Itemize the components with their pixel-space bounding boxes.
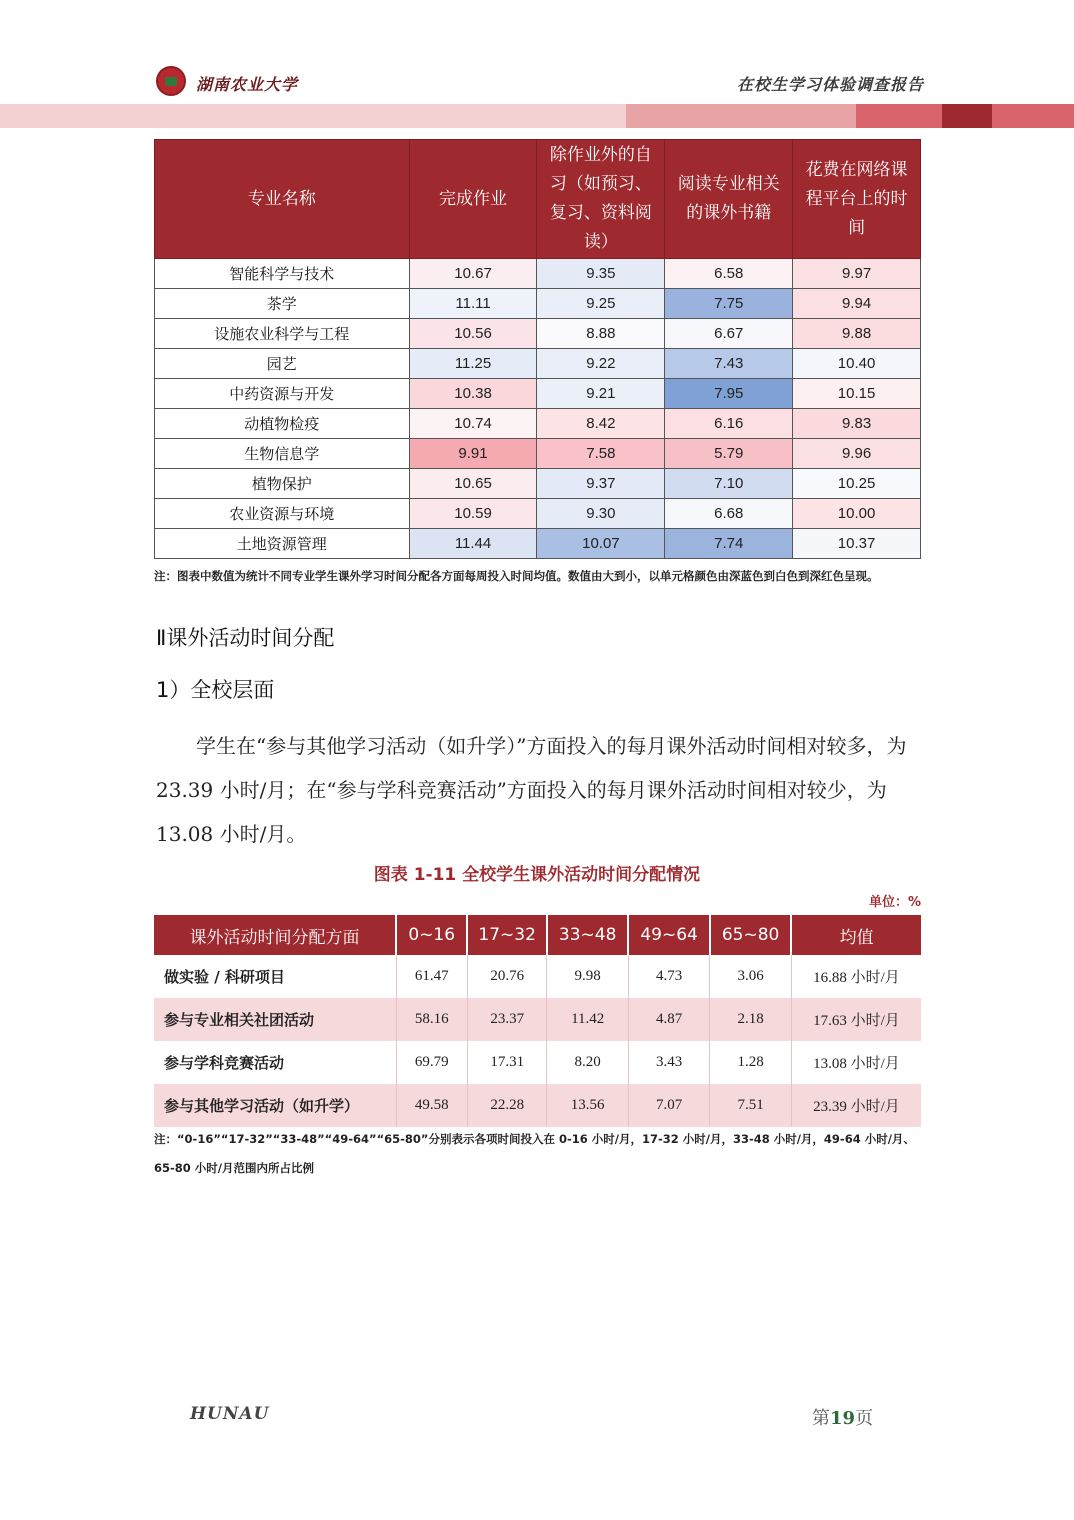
page-number (812, 1404, 873, 1430)
value-cell: 8.20 (547, 1041, 628, 1084)
value-cell: 10.38 (409, 379, 537, 409)
value-cell: 10.25 (793, 469, 921, 499)
university-logo-icon (156, 66, 186, 96)
major-name-cell: 生物信息学 (155, 439, 410, 469)
value-cell: 2.18 (710, 998, 791, 1041)
value-cell: 13.56 (547, 1084, 628, 1127)
page-prefix: 第 (812, 1408, 830, 1429)
value-cell: 9.94 (793, 289, 921, 319)
page-header (0, 0, 1074, 130)
value-cell: 16.88 小时/月 (813, 970, 900, 986)
major-name-cell: 园艺 (155, 349, 410, 379)
activity-name-cell: 参与其他学习活动（如升学） (154, 1084, 396, 1127)
value-cell: 8.88 (537, 319, 665, 349)
value-cell: 10.67 (409, 259, 537, 289)
section-title: Ⅱ课外活动时间分配 (156, 626, 335, 650)
column-header: 花费在网络课程平台上的时间 (793, 140, 921, 259)
value-cell: 17.63 小时/月 (791, 998, 921, 1041)
value-cell: 7.51 (710, 1084, 791, 1127)
value-cell: 7.58 (537, 439, 665, 469)
table-row (155, 469, 921, 499)
value-cell: 11.42 (547, 998, 628, 1041)
table-body (155, 259, 921, 559)
value-cell: 13.08 小时/月 (813, 1056, 900, 1072)
table-row (155, 529, 921, 559)
value-cell: 9.35 (537, 259, 665, 289)
value-cell: 11.11 (409, 289, 537, 319)
value-cell: 10.07 (537, 529, 665, 559)
column-header: 除作业外的自习（如预习、复习、资料阅读） (537, 140, 665, 259)
value-cell: 23.39 小时/月 (791, 1084, 921, 1127)
value-cell: 4.73 (628, 955, 709, 998)
major-name-cell: 设施农业科学与工程 (155, 319, 410, 349)
value-cell: 11.44 (409, 529, 537, 559)
table-unit: 单位：% (868, 895, 921, 910)
table-row (155, 259, 921, 289)
value-cell: 9.22 (537, 349, 665, 379)
value-cell: 6.68 (665, 499, 793, 529)
value-cell: 9.83 (793, 409, 921, 439)
table-row (154, 955, 921, 998)
value-cell: 61.47 (396, 955, 467, 998)
value-cell: 7.95 (665, 379, 793, 409)
value-cell: 11.25 (409, 349, 537, 379)
value-cell: 9.88 (793, 319, 921, 349)
value-cell: 10.74 (409, 409, 537, 439)
value-cell: 10.59 (409, 499, 537, 529)
value-cell: 6.58 (665, 259, 793, 289)
value-cell: 10.56 (409, 319, 537, 349)
header-band (626, 104, 856, 128)
value-cell: 8.42 (537, 409, 665, 439)
major-name-cell: 茶学 (155, 289, 410, 319)
value-cell: 5.79 (665, 439, 793, 469)
value-cell: 23.37 (467, 998, 547, 1041)
body-paragraph (156, 724, 922, 856)
value-cell: 22.28 (467, 1084, 547, 1127)
column-header: 专业名称 (155, 140, 410, 259)
table-row (154, 1084, 921, 1127)
value-cell: 9.21 (537, 379, 665, 409)
page-suffix: 页 (855, 1408, 874, 1429)
header-band (992, 104, 1074, 128)
major-name-cell: 智能科学与技术 (155, 259, 410, 289)
value-cell: 7.75 (665, 289, 793, 319)
value-cell: 9.30 (537, 499, 665, 529)
value-cell: 10.15 (793, 379, 921, 409)
major-study-time-table (154, 139, 921, 559)
table-header-row (154, 915, 921, 955)
value-cell: 10.37 (793, 529, 921, 559)
value-cell: 7.43 (665, 349, 793, 379)
table-header-row (155, 140, 921, 259)
header-band (856, 104, 942, 128)
value-cell: 17.31 (467, 1041, 547, 1084)
value-cell: 20.76 (467, 955, 547, 998)
paragraph-text: 学生在“参与其他学习活动（如升学）”方面投入的每月课外活动时间相对较多，为 23.39 小时/月；在“参与学科竞赛活动”方面投入的每月课外活动时间相对较少，为 13.08 小时/月。 (156, 734, 907, 846)
major-name-cell: 土地资源管理 (155, 529, 410, 559)
activity-name-cell: 参与学科竞赛活动 (154, 1041, 396, 1084)
table-note: 注：图表中数值为统计不同专业学生课外学习时间分配各方面每周投入时间均值。数值由大到小，以单元格颜色由深蓝色到白色到深红色呈现。 (154, 569, 879, 583)
value-cell: 7.74 (665, 529, 793, 559)
table-caption: 图表 1-11 全校学生课外活动时间分配情况 (373, 865, 701, 885)
table-row (154, 998, 921, 1041)
value-cell: 9.98 (547, 955, 628, 998)
column-header: 均值 (791, 915, 921, 955)
value-cell: 49.58 (396, 1084, 467, 1127)
major-name-cell: 农业资源与环境 (155, 499, 410, 529)
subsection-title: 1）全校层面 (156, 678, 275, 702)
header-band (0, 104, 626, 128)
column-header: 49~64 (628, 915, 709, 955)
value-cell: 7.10 (665, 469, 793, 499)
column-header: 65~80 (710, 915, 791, 955)
value-cell: 69.79 (396, 1041, 467, 1084)
table-row (155, 289, 921, 319)
value-cell: 10.00 (793, 499, 921, 529)
major-name-cell: 植物保护 (155, 469, 410, 499)
table-row (155, 499, 921, 529)
report-title: 在校生学习体验调查报告 (736, 75, 924, 94)
major-name-cell: 动植物检疫 (155, 409, 410, 439)
column-header: 17~32 (467, 915, 547, 955)
value-cell: 4.87 (628, 998, 709, 1041)
page-number-value: 19 (830, 1408, 856, 1429)
value-cell: 9.25 (537, 289, 665, 319)
table-row (155, 349, 921, 379)
column-header: 完成作业 (409, 140, 537, 259)
value-cell: 9.97 (793, 259, 921, 289)
table-row (155, 409, 921, 439)
value-cell: 9.96 (793, 439, 921, 469)
value-cell: 6.16 (665, 409, 793, 439)
value-cell: 7.07 (628, 1084, 709, 1127)
value-cell: 3.43 (628, 1041, 709, 1084)
footer-brand: HUNAU (190, 1404, 270, 1424)
value-cell: 10.40 (793, 349, 921, 379)
university-name: 湖南农业大学 (196, 75, 299, 94)
table-note: 注：“0-16”“17-32”“33-48”“49-64”“65-80”分别表示各项时间投入在 0-16 小时/月，17-32 小时/月，33-48 小时/月，49-64 小时/月、65-80 小时/月范围内所占比例 (154, 1132, 915, 1175)
value-cell: 9.91 (409, 439, 537, 469)
header-band (942, 104, 992, 128)
activity-time-table (154, 915, 921, 1127)
column-header: 阅读专业相关的课外书籍 (665, 140, 793, 259)
column-header: 33~48 (547, 915, 628, 955)
column-header: 0~16 (396, 915, 467, 955)
value-cell: 6.67 (665, 319, 793, 349)
table-row (155, 439, 921, 469)
value-cell: 3.06 (710, 955, 791, 998)
value-cell: 9.37 (537, 469, 665, 499)
major-name-cell: 中药资源与开发 (155, 379, 410, 409)
column-header: 课外活动时间分配方面 (154, 915, 396, 955)
activity-name-cell: 做实验 / 科研项目 (154, 955, 396, 998)
value-cell: 10.65 (409, 469, 537, 499)
value-cell: 1.28 (710, 1041, 791, 1084)
table-row (155, 319, 921, 349)
table-body (154, 955, 921, 1127)
table-row (155, 379, 921, 409)
activity-name-cell: 参与专业相关社团活动 (154, 998, 396, 1041)
value-cell: 58.16 (396, 998, 467, 1041)
table-row (154, 1041, 921, 1084)
